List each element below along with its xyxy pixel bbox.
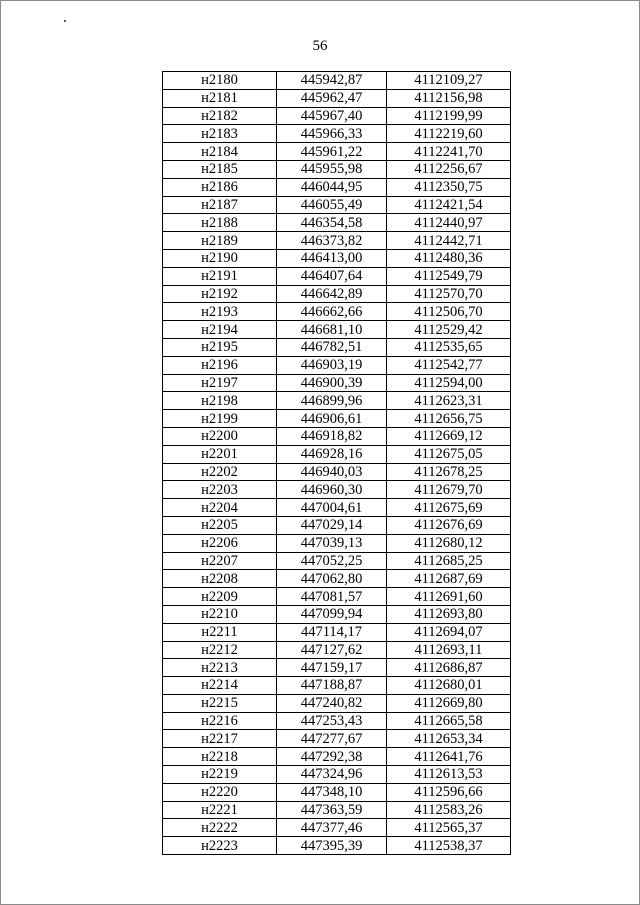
x-coordinate-cell: 446903,19: [277, 356, 387, 374]
table-row: [163, 356, 511, 374]
y-coordinate-cell: 4112529,42: [387, 321, 511, 339]
x-coordinate-cell: 447363,59: [277, 801, 387, 819]
coordinates-table-body: [163, 72, 511, 855]
table-row: [163, 374, 511, 392]
table-row: [163, 481, 511, 499]
y-coordinate-cell: 4112542,77: [387, 356, 511, 374]
x-coordinate-cell: 447004,61: [277, 499, 387, 517]
x-coordinate-cell: 446782,51: [277, 338, 387, 356]
y-coordinate-cell: 4112109,27: [387, 72, 511, 90]
scan-speck: [64, 20, 66, 22]
table-row: [163, 321, 511, 339]
x-coordinate-cell: 447324,96: [277, 766, 387, 784]
y-coordinate-cell: 4112676,69: [387, 516, 511, 534]
point-id-cell: н2204: [163, 499, 277, 517]
x-coordinate-cell: 446407,64: [277, 267, 387, 285]
x-coordinate-cell: 447253,43: [277, 712, 387, 730]
point-id-cell: н2190: [163, 249, 277, 267]
x-coordinate-cell: 446642,89: [277, 285, 387, 303]
point-id-cell: н2184: [163, 143, 277, 161]
table-row: [163, 143, 511, 161]
table-row: [163, 125, 511, 143]
table-row: [163, 160, 511, 178]
x-coordinate-cell: 447395,39: [277, 837, 387, 855]
x-coordinate-cell: 446928,16: [277, 445, 387, 463]
point-id-cell: н2208: [163, 570, 277, 588]
table-row: [163, 516, 511, 534]
table-row: [163, 819, 511, 837]
point-id-cell: н2210: [163, 605, 277, 623]
y-coordinate-cell: 4112350,75: [387, 178, 511, 196]
y-coordinate-cell: 4112565,37: [387, 819, 511, 837]
table-row: [163, 499, 511, 517]
y-coordinate-cell: 4112675,05: [387, 445, 511, 463]
point-id-cell: н2180: [163, 72, 277, 90]
table-row: [163, 410, 511, 428]
x-coordinate-cell: 445962,47: [277, 89, 387, 107]
y-coordinate-cell: 4112219,60: [387, 125, 511, 143]
x-coordinate-cell: 447081,57: [277, 588, 387, 606]
table-row: [163, 214, 511, 232]
table-row: [163, 588, 511, 606]
point-id-cell: н2200: [163, 427, 277, 445]
table-row: [163, 552, 511, 570]
point-id-cell: н2205: [163, 516, 277, 534]
point-id-cell: н2211: [163, 623, 277, 641]
table-row: [163, 392, 511, 410]
point-id-cell: н2196: [163, 356, 277, 374]
point-id-cell: н2218: [163, 748, 277, 766]
x-coordinate-cell: 446906,61: [277, 410, 387, 428]
point-id-cell: н2181: [163, 89, 277, 107]
table-row: [163, 285, 511, 303]
y-coordinate-cell: 4112669,80: [387, 694, 511, 712]
x-coordinate-cell: 447062,80: [277, 570, 387, 588]
y-coordinate-cell: 4112669,12: [387, 427, 511, 445]
y-coordinate-cell: 4112440,97: [387, 214, 511, 232]
x-coordinate-cell: 446918,82: [277, 427, 387, 445]
y-coordinate-cell: 4112693,11: [387, 641, 511, 659]
x-coordinate-cell: 447377,46: [277, 819, 387, 837]
x-coordinate-cell: 446900,39: [277, 374, 387, 392]
point-id-cell: н2191: [163, 267, 277, 285]
point-id-cell: н2221: [163, 801, 277, 819]
x-coordinate-cell: 447029,14: [277, 516, 387, 534]
x-coordinate-cell: 447240,82: [277, 694, 387, 712]
y-coordinate-cell: 4112596,66: [387, 783, 511, 801]
point-id-cell: н2212: [163, 641, 277, 659]
y-coordinate-cell: 4112421,54: [387, 196, 511, 214]
y-coordinate-cell: 4112678,25: [387, 463, 511, 481]
point-id-cell: н2201: [163, 445, 277, 463]
x-coordinate-cell: 446413,00: [277, 249, 387, 267]
table-row: [163, 445, 511, 463]
table-row: [163, 338, 511, 356]
y-coordinate-cell: 4112241,70: [387, 143, 511, 161]
y-coordinate-cell: 4112680,12: [387, 534, 511, 552]
x-coordinate-cell: 445967,40: [277, 107, 387, 125]
table-row: [163, 659, 511, 677]
y-coordinate-cell: 4112680,01: [387, 677, 511, 695]
table-row: [163, 570, 511, 588]
x-coordinate-cell: 446662,66: [277, 303, 387, 321]
point-id-cell: н2215: [163, 694, 277, 712]
table-row: [163, 605, 511, 623]
y-coordinate-cell: 4112570,70: [387, 285, 511, 303]
x-coordinate-cell: 446681,10: [277, 321, 387, 339]
table-row: [163, 534, 511, 552]
y-coordinate-cell: 4112535,65: [387, 338, 511, 356]
table-row: [163, 641, 511, 659]
point-id-cell: н2209: [163, 588, 277, 606]
point-id-cell: н2185: [163, 160, 277, 178]
x-coordinate-cell: 446940,03: [277, 463, 387, 481]
table-row: [163, 766, 511, 784]
table-row: [163, 730, 511, 748]
y-coordinate-cell: 4112694,07: [387, 623, 511, 641]
table-row: [163, 249, 511, 267]
y-coordinate-cell: 4112583,26: [387, 801, 511, 819]
table-row: [163, 72, 511, 90]
point-id-cell: н2192: [163, 285, 277, 303]
point-id-cell: н2182: [163, 107, 277, 125]
table-row: [163, 303, 511, 321]
x-coordinate-cell: 445966,33: [277, 125, 387, 143]
page-number: 56: [312, 38, 328, 54]
point-id-cell: н2198: [163, 392, 277, 410]
point-id-cell: н2220: [163, 783, 277, 801]
table-row: [163, 427, 511, 445]
point-id-cell: н2213: [163, 659, 277, 677]
point-id-cell: н2193: [163, 303, 277, 321]
point-id-cell: н2195: [163, 338, 277, 356]
y-coordinate-cell: 4112442,71: [387, 232, 511, 250]
y-coordinate-cell: 4112641,76: [387, 748, 511, 766]
x-coordinate-cell: 446373,82: [277, 232, 387, 250]
x-coordinate-cell: 445942,87: [277, 72, 387, 90]
y-coordinate-cell: 4112691,60: [387, 588, 511, 606]
point-id-cell: н2202: [163, 463, 277, 481]
table-row: [163, 837, 511, 855]
y-coordinate-cell: 4112256,67: [387, 160, 511, 178]
point-id-cell: н2188: [163, 214, 277, 232]
x-coordinate-cell: 447292,38: [277, 748, 387, 766]
point-id-cell: н2214: [163, 677, 277, 695]
point-id-cell: н2203: [163, 481, 277, 499]
table-row: [163, 712, 511, 730]
x-coordinate-cell: 446044,95: [277, 178, 387, 196]
y-coordinate-cell: 4112156,98: [387, 89, 511, 107]
table-row: [163, 89, 511, 107]
point-id-cell: н2207: [163, 552, 277, 570]
y-coordinate-cell: 4112613,53: [387, 766, 511, 784]
x-coordinate-cell: 447127,62: [277, 641, 387, 659]
x-coordinate-cell: 447052,25: [277, 552, 387, 570]
point-id-cell: н2186: [163, 178, 277, 196]
x-coordinate-cell: 446960,30: [277, 481, 387, 499]
y-coordinate-cell: 4112623,31: [387, 392, 511, 410]
y-coordinate-cell: 4112656,75: [387, 410, 511, 428]
table-row: [163, 232, 511, 250]
x-coordinate-cell: 447114,17: [277, 623, 387, 641]
table-row: [163, 463, 511, 481]
x-coordinate-cell: 447348,10: [277, 783, 387, 801]
y-coordinate-cell: 4112693,80: [387, 605, 511, 623]
y-coordinate-cell: 4112665,58: [387, 712, 511, 730]
table-row: [163, 748, 511, 766]
coordinates-table: [162, 71, 511, 855]
point-id-cell: н2217: [163, 730, 277, 748]
x-coordinate-cell: 447277,67: [277, 730, 387, 748]
y-coordinate-cell: 4112687,69: [387, 570, 511, 588]
x-coordinate-cell: 446899,96: [277, 392, 387, 410]
point-id-cell: н2222: [163, 819, 277, 837]
x-coordinate-cell: 447099,94: [277, 605, 387, 623]
y-coordinate-cell: 4112653,34: [387, 730, 511, 748]
point-id-cell: н2199: [163, 410, 277, 428]
y-coordinate-cell: 4112686,87: [387, 659, 511, 677]
point-id-cell: н2219: [163, 766, 277, 784]
x-coordinate-cell: 447039,13: [277, 534, 387, 552]
y-coordinate-cell: 4112679,70: [387, 481, 511, 499]
point-id-cell: н2187: [163, 196, 277, 214]
y-coordinate-cell: 4112199,99: [387, 107, 511, 125]
point-id-cell: н2197: [163, 374, 277, 392]
y-coordinate-cell: 4112675,69: [387, 499, 511, 517]
y-coordinate-cell: 4112594,00: [387, 374, 511, 392]
table-row: [163, 267, 511, 285]
y-coordinate-cell: 4112538,37: [387, 837, 511, 855]
table-row: [163, 783, 511, 801]
table-row: [163, 107, 511, 125]
x-coordinate-cell: 445955,98: [277, 160, 387, 178]
point-id-cell: н2183: [163, 125, 277, 143]
table-row: [163, 178, 511, 196]
table-row: [163, 801, 511, 819]
table-row: [163, 196, 511, 214]
table-row: [163, 694, 511, 712]
y-coordinate-cell: 4112685,25: [387, 552, 511, 570]
x-coordinate-cell: 447159,17: [277, 659, 387, 677]
x-coordinate-cell: 446055,49: [277, 196, 387, 214]
point-id-cell: н2223: [163, 837, 277, 855]
x-coordinate-cell: 446354,58: [277, 214, 387, 232]
point-id-cell: н2194: [163, 321, 277, 339]
point-id-cell: н2206: [163, 534, 277, 552]
y-coordinate-cell: 4112506,70: [387, 303, 511, 321]
x-coordinate-cell: 447188,87: [277, 677, 387, 695]
y-coordinate-cell: 4112480,36: [387, 249, 511, 267]
point-id-cell: н2189: [163, 232, 277, 250]
table-row: [163, 623, 511, 641]
table-row: [163, 677, 511, 695]
y-coordinate-cell: 4112549,79: [387, 267, 511, 285]
point-id-cell: н2216: [163, 712, 277, 730]
x-coordinate-cell: 445961,22: [277, 143, 387, 161]
